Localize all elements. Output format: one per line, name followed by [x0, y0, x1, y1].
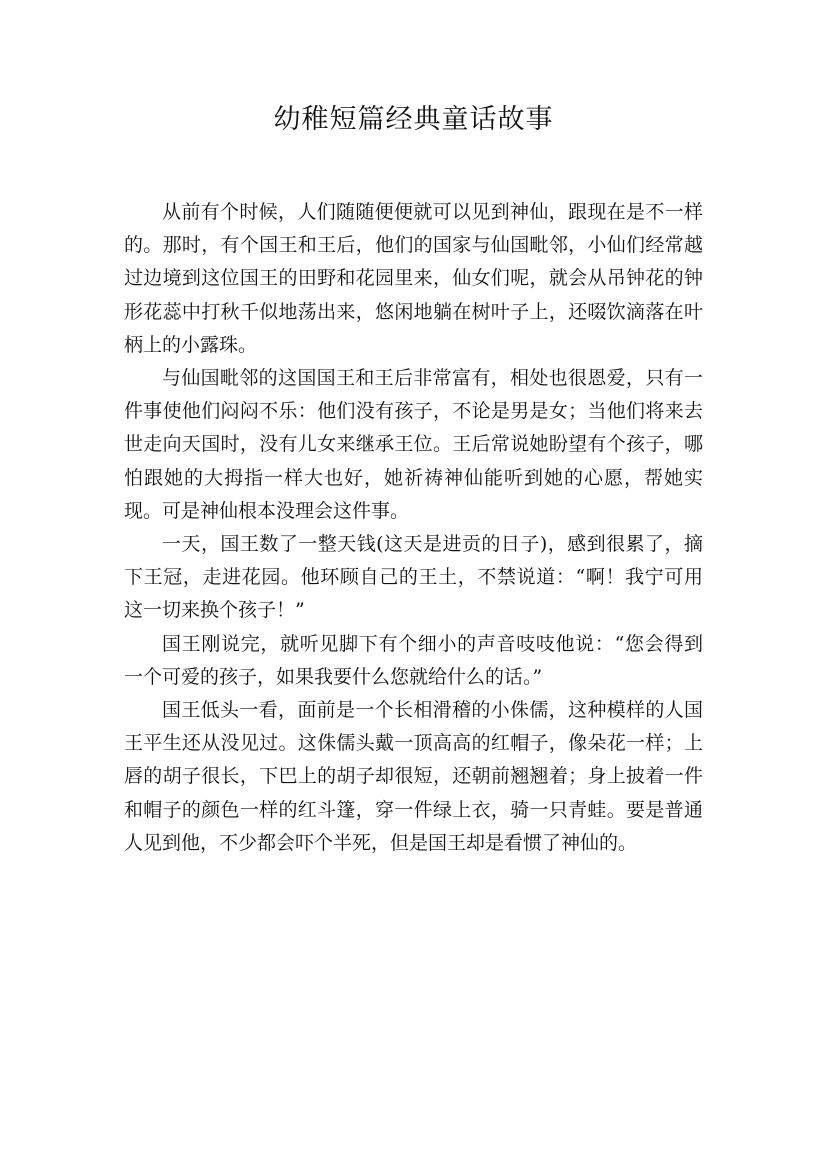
paragraph-5: 国王低头一看，面前是一个长相滑稽的小侏儒，这种模样的人国王平生还从没见过。这侏儒头戴一顶高高的红帽子，像朵花一样；上唇的胡子很长，下巴上的胡子却很短，还朝前翘翘着；身上披着一件和帽子的颜色一样的红斗篷，穿一件绿上衣，骑一只青蛙。要是普通人见到他，不少都会吓个半死，但是国王却是看惯了神仙的。	[124, 699, 703, 854]
paragraph-2: 与仙国毗邻的这国国王和王后非常富有，相处也很恩爱，只有一件事使他们闷闷不乐：他们没有孩子，不论是男是女；当他们将来去世走向天国时，没有儿女来继承王位。王后常说她盼望有个孩子，哪怕跟她的大拇指一样大也好，她祈祷神仙能听到她的心愿，帮她实现。可是神仙根本没理会这件事。	[124, 367, 703, 522]
paragraph-4: 国王刚说完，就听见脚下有个细小的声音吱吱他说：“您会得到一个可爱的孩子，如果我要什么您就给什么的话。”	[124, 632, 703, 688]
paragraph-1: 从前有个时候，人们随随便便就可以见到神仙，跟现在是不一样的。那时，有个国王和王后，他们的国家与仙国毗邻，小仙们经常越过边境到这位国王的田野和花园里来，仙女们呢，就会从吊钟花的钟形花蕊中打秋千似地荡出来，悠闲地躺在树叶子上，还啜饮滴落在叶柄上的小露珠。	[124, 201, 703, 356]
document-title: 幼稚短篇经典童话故事	[273, 104, 554, 135]
document-body	[124, 196, 703, 860]
paragraph-3: 一天，国王数了一整天钱(这天是进贡的日子)，感到很累了，摘下王冠，走进花园。他环顾自己的王土，不禁说道：“啊！我宁可用这一切来换个孩子！”	[124, 533, 703, 622]
